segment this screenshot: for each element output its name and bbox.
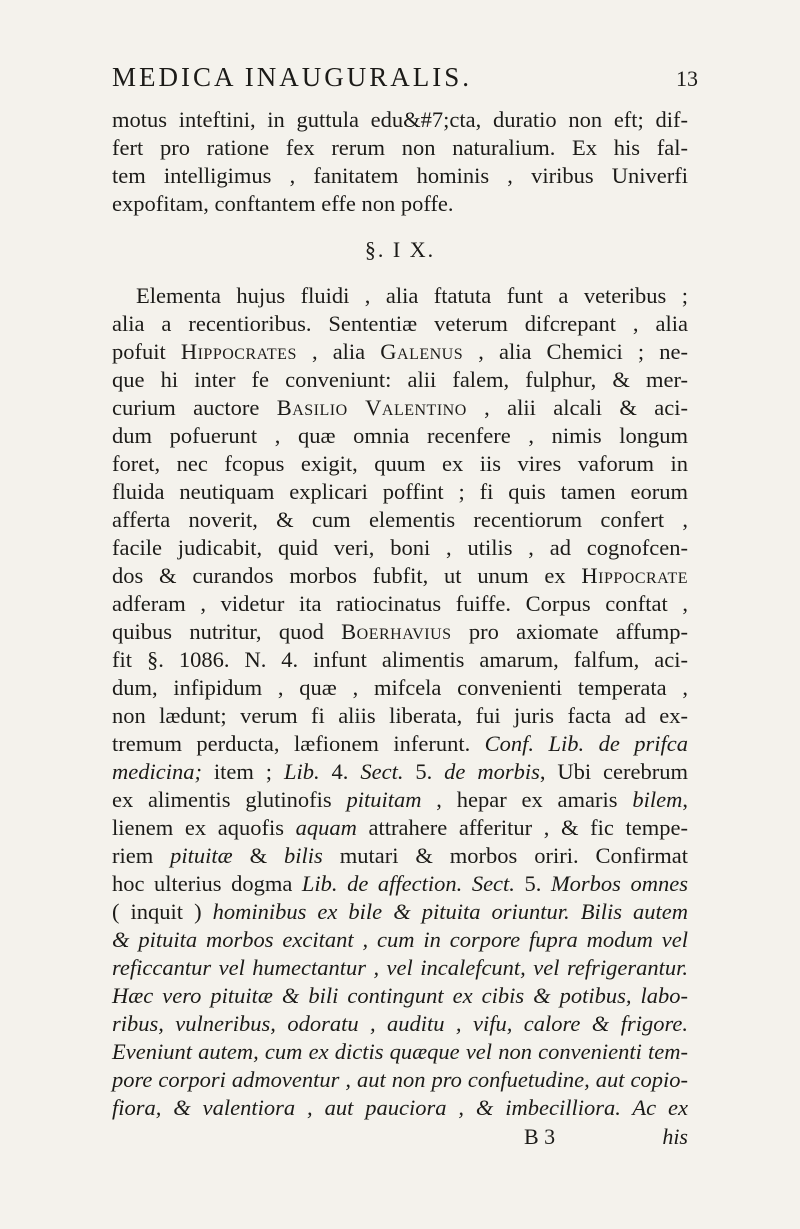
text-line: lienem ex aquofis aquam attrahere afferitur , & fic tempe-: [112, 815, 688, 840]
text-line: ( inquit ) hominibus ex bile & pituita oriuntur. Bilis autem: [112, 899, 688, 924]
text-line: alia a recentioribus. Sententiæ veterum difcrepant , alia: [112, 311, 688, 336]
text-line: pore corpori admoventur , aut non pro confuetudine, aut copio-: [112, 1067, 688, 1092]
text-line: dum, infipidum , quæ , mifcela convenienti temperata ,: [112, 675, 688, 700]
person-name: Boerhavius: [341, 619, 452, 644]
text-line: tem intelligimus , fanitatem hominis , viribus Univerfi: [112, 163, 688, 188]
text-line: Hæc vero pituitæ & bili contingunt ex cibis & potibus, labo-: [112, 983, 688, 1008]
text-line: pofuit Hippocrates , alia Galenus , alia Chemici ; ne-: [112, 339, 688, 364]
citation: Conf. Lib. de prifca: [484, 731, 688, 756]
text-line: motus inteftini, in guttula edu&#7;cta, duratio non eft; dif-: [112, 107, 688, 132]
page-footer: [112, 1124, 688, 1152]
text-line: tremum perducta, læfionem inferunt. Conf. Lib. de prifca: [112, 731, 688, 756]
text-line: fit §. 1086. N. 4. infunt alimentis amarum, falfum, aci-: [112, 647, 688, 672]
page-header: [0, 62, 800, 102]
text-line: curium auctore Basilio Valentino , alii alcali & aci-: [112, 395, 689, 420]
text-line: hoc ulterius dogma Lib. de affection. Sect. 5. Morbos omnes: [112, 871, 688, 896]
text-line: ribus, vulneribus, odoratu , auditu , vifu, calore & frigore.: [112, 1011, 688, 1036]
text-line: quibus nutritur, quod Boerhavius pro axiomate affump-: [112, 619, 688, 644]
text-line: & pituita morbos excitant , cum in corpore fupra modum vel: [112, 927, 688, 952]
text-line: non lædunt; verum fi aliis liberata, fui juris facta ad ex-: [112, 703, 688, 728]
text-line: expofitam, conftantem effe non poffe.: [112, 191, 454, 216]
text-line: reficcantur vel humectantur , vel incalefcunt, vel refrigerantur.: [112, 955, 688, 980]
person-name: Basilio Valentino: [276, 395, 467, 420]
running-title: MEDICA INAUGURALIS.: [112, 62, 472, 92]
text-line: medicina; item ; Lib. 4. Sect. 5. de morbis, Ubi cerebrum: [112, 759, 689, 784]
text-line: fluida neutiquam explicari poffint ; fi quis tamen eorum: [112, 479, 688, 504]
text-line: fiora, & valentiora , aut pauciora , & imbecilliora. Ac ex: [112, 1095, 688, 1120]
text-line: riem pituitæ & bilis mutari & morbos oriri. Confirmat: [112, 843, 688, 868]
page-number: 13: [676, 66, 698, 91]
text-line: dum pofuerunt , quæ omnia recenfere , nimis longum: [112, 423, 688, 448]
text-line: que hi inter fe conveniunt: alii falem, fulphur, & mer-: [112, 367, 688, 392]
text-line: dos & curandos morbos fubfit, ut unum ex Hippocrate: [112, 563, 688, 588]
text-line: Eveniunt autem, cum ex dictis quæque vel non convenienti tem-: [112, 1039, 688, 1064]
section-heading: §. I X.: [364, 237, 436, 262]
text-line: ex alimentis glutinofis pituitam , hepar ex amaris bilem,: [112, 787, 688, 812]
text-line: fert pro ratione fex rerum non naturalium. Ex his fal-: [112, 135, 688, 160]
person-name: Galenus: [380, 339, 464, 364]
signature-mark: B 3: [524, 1124, 556, 1149]
person-name: Hippocrate: [581, 563, 688, 588]
text-line: adferam , videtur ita ratiocinatus fuiffe. Corpus conftat ,: [112, 591, 688, 616]
person-name: Hippocrates: [180, 339, 297, 364]
text-line: afferta noverit, & cum elementis recentiorum confert ,: [112, 507, 688, 532]
catchword: his: [662, 1124, 688, 1149]
text-line: foret, nec fcopus exigit, quum ex iis vires vaforum in: [112, 451, 688, 476]
text-line: Elementa hujus fluidi , alia ftatuta funt a veteribus ;: [136, 283, 688, 308]
text-line: facile judicabit, quid veri, boni , utilis , ad cognofcen-: [112, 535, 688, 560]
